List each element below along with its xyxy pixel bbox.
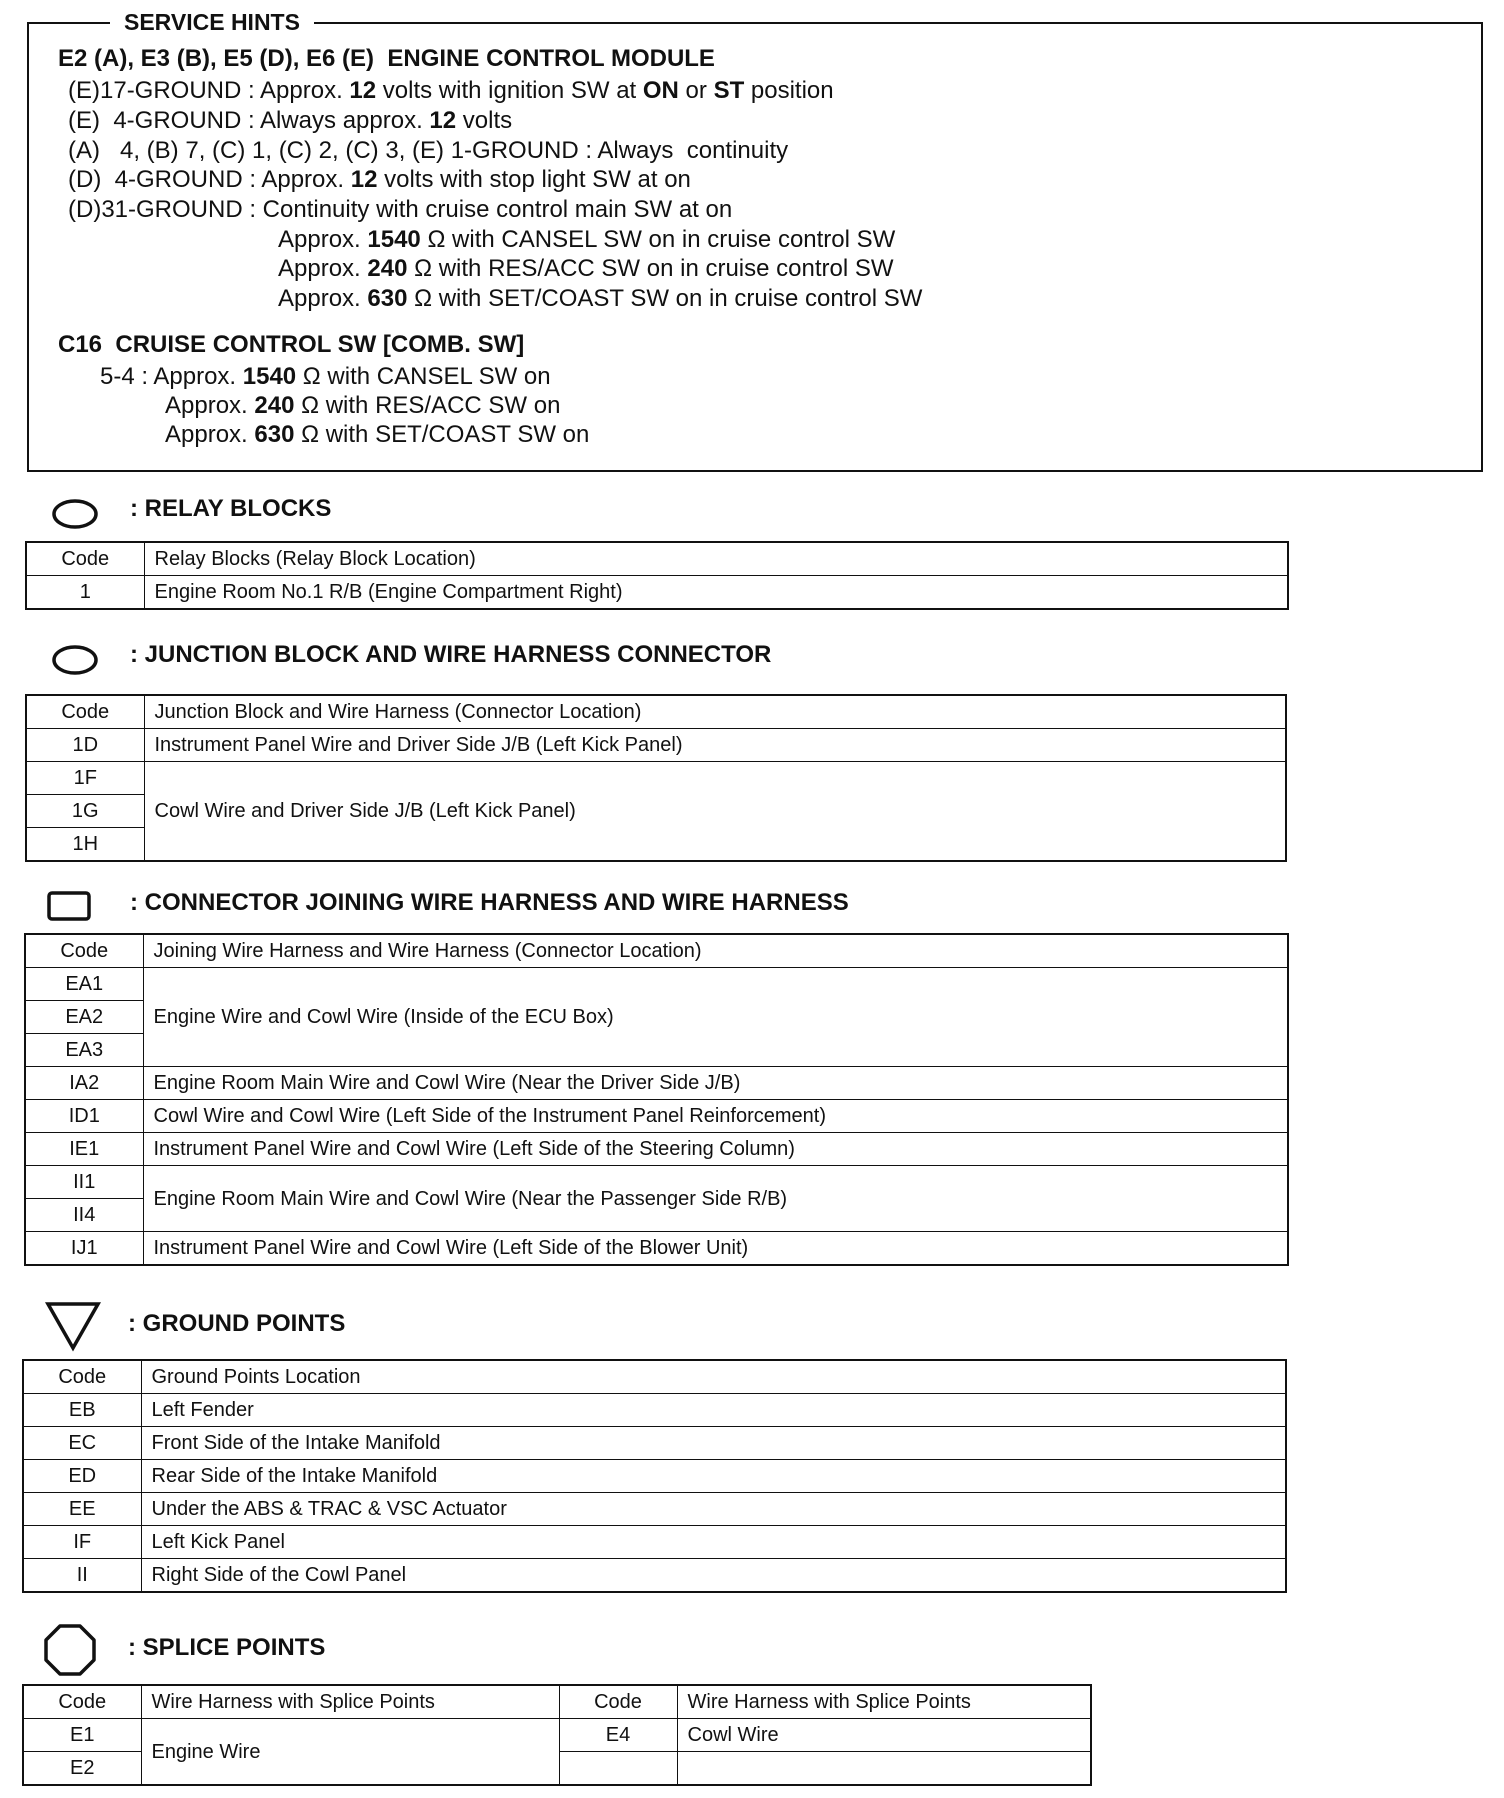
code-cell: 1G	[26, 795, 144, 828]
location-cell: Cowl Wire and Cowl Wire (Left Side of the Instrument Panel Reinforcement)	[143, 1100, 1288, 1133]
c16-hint-line: 5-4 : Approx. 1540 Ω with CANSEL SW on	[100, 363, 551, 390]
relay-blocks-title: : RELAY BLOCKS	[130, 495, 332, 522]
location-cell: Under the ABS & TRAC & VSC Actuator	[141, 1493, 1286, 1526]
table-row	[23, 1719, 1091, 1752]
ground-points-table	[22, 1359, 1287, 1593]
code-cell: 1	[26, 576, 144, 610]
table-header-row	[26, 695, 1286, 729]
c16-hint-line: Approx. 240 Ω with RES/ACC SW on	[165, 392, 561, 419]
code-cell: II4	[25, 1199, 143, 1232]
table-header-row	[25, 934, 1288, 968]
junction-blocks-title: : JUNCTION BLOCK AND WIRE HARNESS CONNECTOR	[130, 641, 772, 668]
ecm-heading: E2 (A), E3 (B), E5 (D), E6 (E) ENGINE CONTROL MODULE	[58, 45, 715, 72]
location-cell: Right Side of the Cowl Panel	[141, 1559, 1286, 1593]
code-cell: EC	[23, 1427, 141, 1460]
table-row	[23, 1559, 1286, 1593]
rounded-square-icon	[46, 890, 94, 924]
location-cell: Cowl Wire and Driver Side J/B (Left Kick Panel)	[144, 762, 1286, 862]
ecm-hint-line: (D)31-GROUND : Continuity with cruise control main SW at on	[68, 196, 733, 223]
splice-cell: Cowl Wire	[677, 1719, 1091, 1752]
junction-blocks-table	[25, 694, 1287, 862]
code-cell: E2	[23, 1752, 141, 1786]
code-cell: IF	[23, 1526, 141, 1559]
table-row	[23, 1394, 1286, 1427]
relay-blocks-table	[25, 541, 1289, 610]
code-header: Code	[26, 542, 144, 576]
splice-cell	[677, 1752, 1091, 1786]
code-cell: IJ1	[25, 1232, 143, 1266]
location-header: Junction Block and Wire Harness (Connector Location)	[144, 695, 1286, 729]
location-cell: Engine Room Main Wire and Cowl Wire (Near the Passenger Side R/B)	[143, 1166, 1288, 1232]
location-cell: Instrument Panel Wire and Cowl Wire (Left Side of the Blower Unit)	[143, 1232, 1288, 1266]
location-header: Joining Wire Harness and Wire Harness (Connector Location)	[143, 934, 1288, 968]
table-row	[25, 1067, 1288, 1100]
code-header: Code	[23, 1685, 141, 1719]
connectors-title: : CONNECTOR JOINING WIRE HARNESS AND WIRE HARNESS	[130, 889, 849, 916]
table-row	[23, 1526, 1286, 1559]
code-cell: EB	[23, 1394, 141, 1427]
code-cell: IA2	[25, 1067, 143, 1100]
connectors-table	[24, 933, 1289, 1266]
code-header: Code	[25, 934, 143, 968]
triangle-down-icon	[44, 1300, 102, 1352]
oval-icon	[50, 497, 100, 531]
code-cell: E1	[23, 1719, 141, 1752]
code-cell	[559, 1752, 677, 1786]
c16-heading: C16 CRUISE CONTROL SW [COMB. SW]	[58, 331, 525, 358]
code-cell: EA3	[25, 1034, 143, 1067]
ecm-hint-line: Approx. 240 Ω with RES/ACC SW on in cruise control SW	[278, 255, 894, 282]
splice-cell: Engine Wire	[141, 1719, 559, 1786]
table-row	[23, 1427, 1286, 1460]
location-cell: Engine Wire and Cowl Wire (Inside of the ECU Box)	[143, 968, 1288, 1067]
code-cell: 1D	[26, 729, 144, 762]
location-cell: Engine Room No.1 R/B (Engine Compartment Right)	[144, 576, 1288, 610]
oval-icon	[50, 643, 100, 677]
table-row	[23, 1493, 1286, 1526]
table-row	[26, 576, 1288, 610]
code-header: Code	[559, 1685, 677, 1719]
table-row	[23, 1460, 1286, 1493]
code-cell: ID1	[25, 1100, 143, 1133]
code-cell: E4	[559, 1719, 677, 1752]
location-cell: Instrument Panel Wire and Driver Side J/B (Left Kick Panel)	[144, 729, 1286, 762]
location-header: Ground Points Location	[141, 1360, 1286, 1394]
code-cell: EE	[23, 1493, 141, 1526]
table-row	[25, 1166, 1288, 1199]
table-row	[25, 1133, 1288, 1166]
table-header-row	[26, 542, 1288, 576]
code-header: Code	[23, 1360, 141, 1394]
table-row	[25, 1232, 1288, 1266]
code-cell: EA1	[25, 968, 143, 1001]
table-row	[25, 1100, 1288, 1133]
code-header: Code	[26, 695, 144, 729]
table-header-row	[23, 1360, 1286, 1394]
location-cell: Left Fender	[141, 1394, 1286, 1427]
ecm-hint-line: (D) 4-GROUND : Approx. 12 volts with stop light SW at on	[68, 166, 691, 193]
ecm-hint-line: Approx. 630 Ω with SET/COAST SW on in cruise control SW	[278, 285, 923, 312]
octagon-icon	[42, 1622, 98, 1678]
table-row	[26, 729, 1286, 762]
code-cell: II1	[25, 1166, 143, 1199]
code-cell: 1H	[26, 828, 144, 862]
c16-hint-line: Approx. 630 Ω with SET/COAST SW on	[165, 421, 590, 448]
ground-points-title: : GROUND POINTS	[128, 1310, 346, 1337]
code-cell: EA2	[25, 1001, 143, 1034]
ecm-hint-line: (E) 4-GROUND : Always approx. 12 volts	[68, 107, 513, 134]
table-header-row	[23, 1685, 1091, 1719]
splice-points-title: : SPLICE POINTS	[128, 1634, 326, 1661]
location-cell: Front Side of the Intake Manifold	[141, 1427, 1286, 1460]
location-header: Relay Blocks (Relay Block Location)	[144, 542, 1288, 576]
splice-points-table	[22, 1684, 1092, 1786]
ecm-hint-line: Approx. 1540 Ω with CANSEL SW on in cruise control SW	[278, 226, 896, 253]
code-cell: 1F	[26, 762, 144, 795]
location-cell: Rear Side of the Intake Manifold	[141, 1460, 1286, 1493]
service-hints-title: SERVICE HINTS	[110, 8, 314, 36]
table-row	[25, 968, 1288, 1001]
code-cell: ED	[23, 1460, 141, 1493]
table-row	[26, 762, 1286, 795]
code-cell: IE1	[25, 1133, 143, 1166]
splice-header: Wire Harness with Splice Points	[141, 1685, 559, 1719]
code-cell: II	[23, 1559, 141, 1593]
splice-header: Wire Harness with Splice Points	[677, 1685, 1091, 1719]
location-cell: Left Kick Panel	[141, 1526, 1286, 1559]
ecm-hint-line: (E)17-GROUND : Approx. 12 volts with ignition SW at ON or ST position	[68, 77, 834, 104]
location-cell: Engine Room Main Wire and Cowl Wire (Near the Driver Side J/B)	[143, 1067, 1288, 1100]
ecm-hint-line: (A) 4, (B) 7, (C) 1, (C) 2, (C) 3, (E) 1-GROUND : Always continuity	[68, 137, 789, 164]
location-cell: Instrument Panel Wire and Cowl Wire (Left Side of the Steering Column)	[143, 1133, 1288, 1166]
